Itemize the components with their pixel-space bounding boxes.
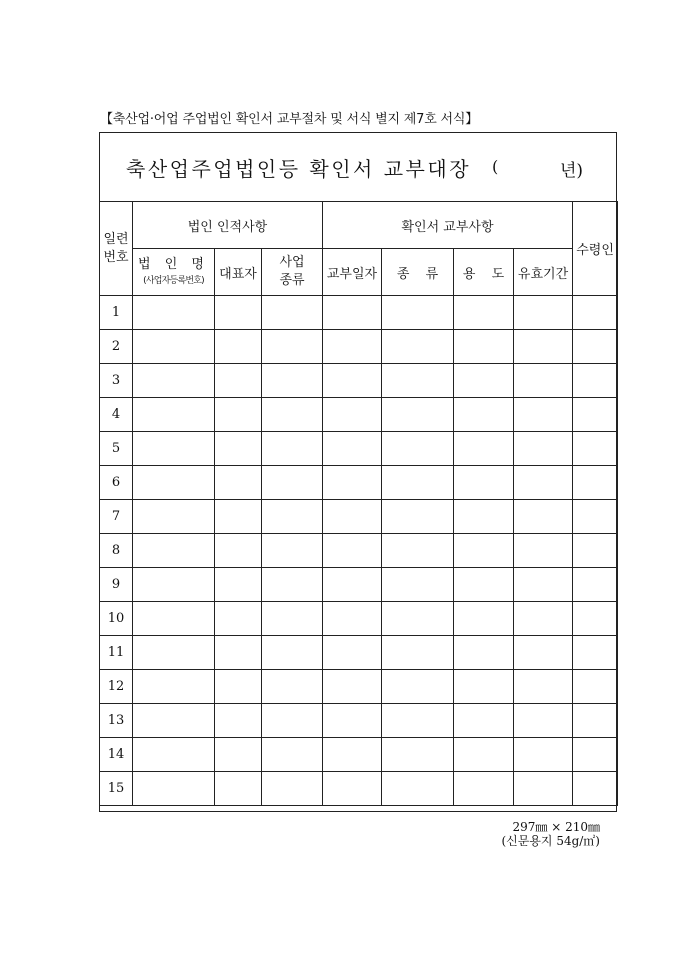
title-paren-open: ( (492, 157, 499, 176)
issue-date-cell (323, 398, 382, 432)
row-number: 3 (100, 364, 133, 398)
business-type-cell (262, 738, 323, 772)
corp-name-cell (133, 330, 215, 364)
representative-cell (215, 568, 262, 602)
validity-period-cell (514, 602, 573, 636)
table-row (100, 704, 618, 738)
representative-cell (215, 670, 262, 704)
table-row (100, 670, 618, 704)
recipient-cell (573, 432, 618, 466)
row-number: 8 (100, 534, 133, 568)
issue-date-cell (323, 466, 382, 500)
representative-cell (215, 330, 262, 364)
recipient-cell (573, 296, 618, 330)
recipient-cell (573, 568, 618, 602)
form-title-box (100, 133, 616, 202)
representative-cell (215, 636, 262, 670)
validity-period-cell (514, 500, 573, 534)
business-type-header (262, 249, 323, 296)
representative-cell (215, 466, 262, 500)
validity-period-cell (514, 364, 573, 398)
corp-name-cell (133, 602, 215, 636)
recipient-header: 수령인 (573, 202, 618, 296)
business-type-cell (262, 330, 323, 364)
paper-spec-footer (440, 820, 600, 848)
serial-header-line1: 일련 (103, 231, 129, 247)
representative-cell (215, 534, 262, 568)
recipient-cell (573, 738, 618, 772)
purpose-cell (454, 602, 514, 636)
representative-cell (215, 704, 262, 738)
corp-name-cell (133, 398, 215, 432)
issue-date-cell (323, 568, 382, 602)
row-number: 9 (100, 568, 133, 602)
representative-cell (215, 296, 262, 330)
kind-header: 종 류 (382, 249, 454, 296)
ledger-body (100, 296, 618, 806)
corp-name-label: 법 인 명 (138, 257, 209, 272)
purpose-cell (454, 466, 514, 500)
business-type-cell (262, 534, 323, 568)
purpose-cell (454, 330, 514, 364)
purpose-header: 용 도 (454, 249, 514, 296)
corp-name-cell (133, 704, 215, 738)
row-number: 5 (100, 432, 133, 466)
issue-date-cell (323, 738, 382, 772)
serial-number-header (100, 202, 133, 296)
representative-cell (215, 364, 262, 398)
issue-date-cell (323, 296, 382, 330)
row-number: 4 (100, 398, 133, 432)
corp-name-cell (133, 636, 215, 670)
business-reg-number-label: (사업자등록번호) (143, 276, 204, 286)
corporation-info-group-header: 법인 인적사항 (133, 202, 323, 249)
issue-date-cell (323, 772, 382, 806)
table-row (100, 500, 618, 534)
business-type-cell (262, 670, 323, 704)
representative-cell (215, 500, 262, 534)
kind-cell (382, 534, 454, 568)
validity-period-cell (514, 534, 573, 568)
business-type-cell (262, 432, 323, 466)
serial-header-line2: 번호 (103, 249, 129, 265)
recipient-cell (573, 602, 618, 636)
kind-cell (382, 296, 454, 330)
business-type-cell (262, 602, 323, 636)
row-number: 13 (100, 704, 133, 738)
validity-period-header: 유효기간 (514, 249, 573, 296)
paper-size: 297㎜ × 210㎜ (512, 820, 600, 834)
table-row (100, 296, 618, 330)
purpose-cell (454, 398, 514, 432)
purpose-cell (454, 568, 514, 602)
table-row (100, 568, 618, 602)
row-number: 6 (100, 466, 133, 500)
validity-period-cell (514, 296, 573, 330)
corp-name-cell (133, 466, 215, 500)
purpose-cell (454, 500, 514, 534)
table-row (100, 534, 618, 568)
validity-period-cell (514, 398, 573, 432)
business-type-cell (262, 636, 323, 670)
kind-cell (382, 670, 454, 704)
issue-date-cell (323, 330, 382, 364)
table-row (100, 398, 618, 432)
kind-cell (382, 738, 454, 772)
business-type-cell (262, 772, 323, 806)
purpose-cell (454, 534, 514, 568)
issue-date-cell (323, 534, 382, 568)
validity-period-cell (514, 568, 573, 602)
business-type-cell (262, 704, 323, 738)
recipient-cell (573, 636, 618, 670)
representative-cell (215, 398, 262, 432)
purpose-cell (454, 738, 514, 772)
corp-name-cell (133, 296, 215, 330)
kind-cell (382, 636, 454, 670)
table-row (100, 636, 618, 670)
purpose-cell (454, 704, 514, 738)
business-type-line2: 종류 (279, 273, 305, 288)
validity-period-cell (514, 738, 573, 772)
corp-name-header (133, 249, 215, 296)
corp-name-cell (133, 772, 215, 806)
kind-cell (382, 602, 454, 636)
ledger-form (99, 132, 617, 812)
validity-period-cell (514, 636, 573, 670)
kind-cell (382, 704, 454, 738)
form-title: 축산업주업법인등 확인서 교부대장 (126, 157, 472, 181)
representative-cell (215, 738, 262, 772)
corp-name-cell (133, 364, 215, 398)
corp-name-cell (133, 500, 215, 534)
recipient-cell (573, 466, 618, 500)
issue-date-cell (323, 704, 382, 738)
representative-cell (215, 432, 262, 466)
recipient-cell (573, 330, 618, 364)
recipient-cell (573, 398, 618, 432)
row-number: 14 (100, 738, 133, 772)
validity-period-cell (514, 466, 573, 500)
representative-header: 대표자 (215, 249, 262, 296)
business-type-cell (262, 398, 323, 432)
kind-cell (382, 432, 454, 466)
corp-name-cell (133, 568, 215, 602)
business-type-cell (262, 296, 323, 330)
table-row (100, 432, 618, 466)
representative-cell (215, 772, 262, 806)
issue-date-cell (323, 670, 382, 704)
table-row (100, 738, 618, 772)
issue-date-header: 교부일자 (323, 249, 382, 296)
kind-cell (382, 500, 454, 534)
row-number: 2 (100, 330, 133, 364)
purpose-cell (454, 432, 514, 466)
kind-cell (382, 568, 454, 602)
row-number: 15 (100, 772, 133, 806)
table-row (100, 602, 618, 636)
business-type-cell (262, 364, 323, 398)
purpose-cell (454, 364, 514, 398)
purpose-cell (454, 636, 514, 670)
purpose-cell (454, 772, 514, 806)
issuance-ledger-table (99, 201, 618, 806)
issue-date-cell (323, 500, 382, 534)
corp-name-cell (133, 534, 215, 568)
table-row (100, 330, 618, 364)
validity-period-cell (514, 330, 573, 364)
validity-period-cell (514, 704, 573, 738)
title-year-field: 년) (560, 161, 584, 181)
issuance-info-group-header: 확인서 교부사항 (323, 202, 573, 249)
recipient-cell (573, 500, 618, 534)
purpose-cell (454, 670, 514, 704)
row-number: 12 (100, 670, 133, 704)
recipient-cell (573, 772, 618, 806)
issue-date-cell (323, 636, 382, 670)
corp-name-cell (133, 670, 215, 704)
kind-cell (382, 398, 454, 432)
kind-cell (382, 466, 454, 500)
row-number: 10 (100, 602, 133, 636)
purpose-cell (454, 296, 514, 330)
validity-period-cell (514, 432, 573, 466)
form-reference-header: 【축산업·어업 주업법인 확인서 교부절차 및 서식 별지 제7호 서식】 (100, 112, 479, 127)
table-row (100, 772, 618, 806)
paper-spec: (신문용지 54g/㎡) (501, 834, 600, 848)
validity-period-cell (514, 670, 573, 704)
representative-cell (215, 602, 262, 636)
kind-cell (382, 330, 454, 364)
recipient-cell (573, 670, 618, 704)
business-type-cell (262, 500, 323, 534)
business-type-cell (262, 466, 323, 500)
validity-period-cell (514, 772, 573, 806)
row-number: 7 (100, 500, 133, 534)
corp-name-cell (133, 738, 215, 772)
business-type-cell (262, 568, 323, 602)
kind-cell (382, 772, 454, 806)
recipient-cell (573, 364, 618, 398)
recipient-cell (573, 534, 618, 568)
issue-date-cell (323, 602, 382, 636)
table-row (100, 364, 618, 398)
table-row (100, 466, 618, 500)
issue-date-cell (323, 432, 382, 466)
row-number: 11 (100, 636, 133, 670)
corp-name-cell (133, 432, 215, 466)
issue-date-cell (323, 364, 382, 398)
kind-cell (382, 364, 454, 398)
business-type-line1: 사업 (279, 255, 305, 270)
recipient-cell (573, 704, 618, 738)
row-number: 1 (100, 296, 133, 330)
